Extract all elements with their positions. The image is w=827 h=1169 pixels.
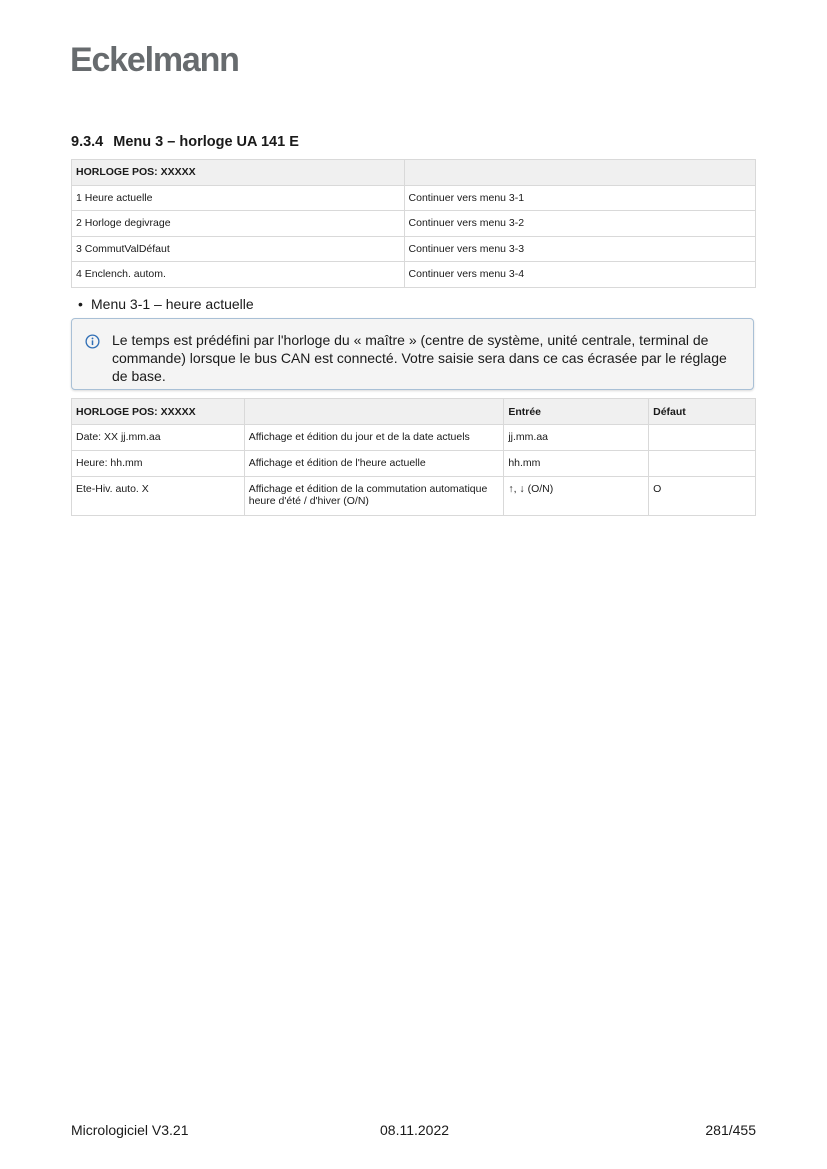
footer-page-number: 281/455 <box>705 1122 756 1138</box>
note-text: Le temps est prédéfini par l'horloge du « maître » (centre de système, unité centrale, terminal de commande) lorsque le bus CAN est connecté. Votre saisie sera dans ce cas écrasée par le réglage de base. <box>112 332 727 384</box>
table-cell: Continuer vers menu 3-1 <box>404 185 755 211</box>
eckelmann-logo: Eckelmann <box>70 41 239 79</box>
table-cell: Date: XX jj.mm.aa <box>72 425 245 451</box>
table-cell: 1 Heure actuelle <box>72 185 405 211</box>
table-cell: 4 Enclench. autom. <box>72 262 405 288</box>
table-cell: Ete-Hiv. auto. X <box>72 477 245 516</box>
table-cell: Affichage et édition du jour et de la date actuels <box>244 425 504 451</box>
footer-firmware-version: Micrologiciel V3.21 <box>71 1122 189 1138</box>
table-cell: ↑, ↓ (O/N) <box>504 477 649 516</box>
bullet-text: Menu 3-1 – heure actuelle <box>91 296 254 312</box>
table-row <box>72 236 756 262</box>
menu-table <box>71 159 756 288</box>
info-note <box>71 318 754 390</box>
clock-settings-table <box>71 398 756 516</box>
header-cell: HORLOGE POS: XXXXX <box>72 399 245 425</box>
table-header-row <box>72 160 756 186</box>
section-number: 9.3.4 <box>71 134 104 150</box>
table-row <box>72 451 756 477</box>
table-cell: Continuer vers menu 3-2 <box>404 211 755 237</box>
header-cell <box>404 160 755 186</box>
table-row <box>72 185 756 211</box>
header-cell: Défaut <box>649 399 756 425</box>
table-cell: jj.mm.aa <box>504 425 649 451</box>
bullet-item <box>78 296 254 312</box>
table-row <box>72 477 756 516</box>
header-cell: HORLOGE POS: XXXXX <box>72 160 405 186</box>
table-cell: Affichage et édition de l'heure actuelle <box>244 451 504 477</box>
section-title: Menu 3 – horloge UA 141 E <box>113 134 299 150</box>
footer-date: 08.11.2022 <box>380 1122 450 1138</box>
table-row <box>72 211 756 237</box>
table-row <box>72 425 756 451</box>
table-cell: Affichage et édition de la commutation automatique heure d'été / d'hiver (O/N) <box>244 477 504 516</box>
section-heading <box>71 134 299 150</box>
table-header-row <box>72 399 756 425</box>
header-cell <box>244 399 504 425</box>
table-cell: Continuer vers menu 3-3 <box>404 236 755 262</box>
table-cell: O <box>649 477 756 516</box>
table-cell: Heure: hh.mm <box>72 451 245 477</box>
info-icon <box>85 334 100 349</box>
table-cell: hh.mm <box>504 451 649 477</box>
table-cell: 2 Horloge degivrage <box>72 211 405 237</box>
table-cell: 3 CommutValDéfaut <box>72 236 405 262</box>
table-cell: Continuer vers menu 3-4 <box>404 262 755 288</box>
table-cell <box>649 451 756 477</box>
table-row <box>72 262 756 288</box>
header-cell: Entrée <box>504 399 649 425</box>
table-cell <box>649 425 756 451</box>
bullet-dot-icon: • <box>78 296 83 312</box>
